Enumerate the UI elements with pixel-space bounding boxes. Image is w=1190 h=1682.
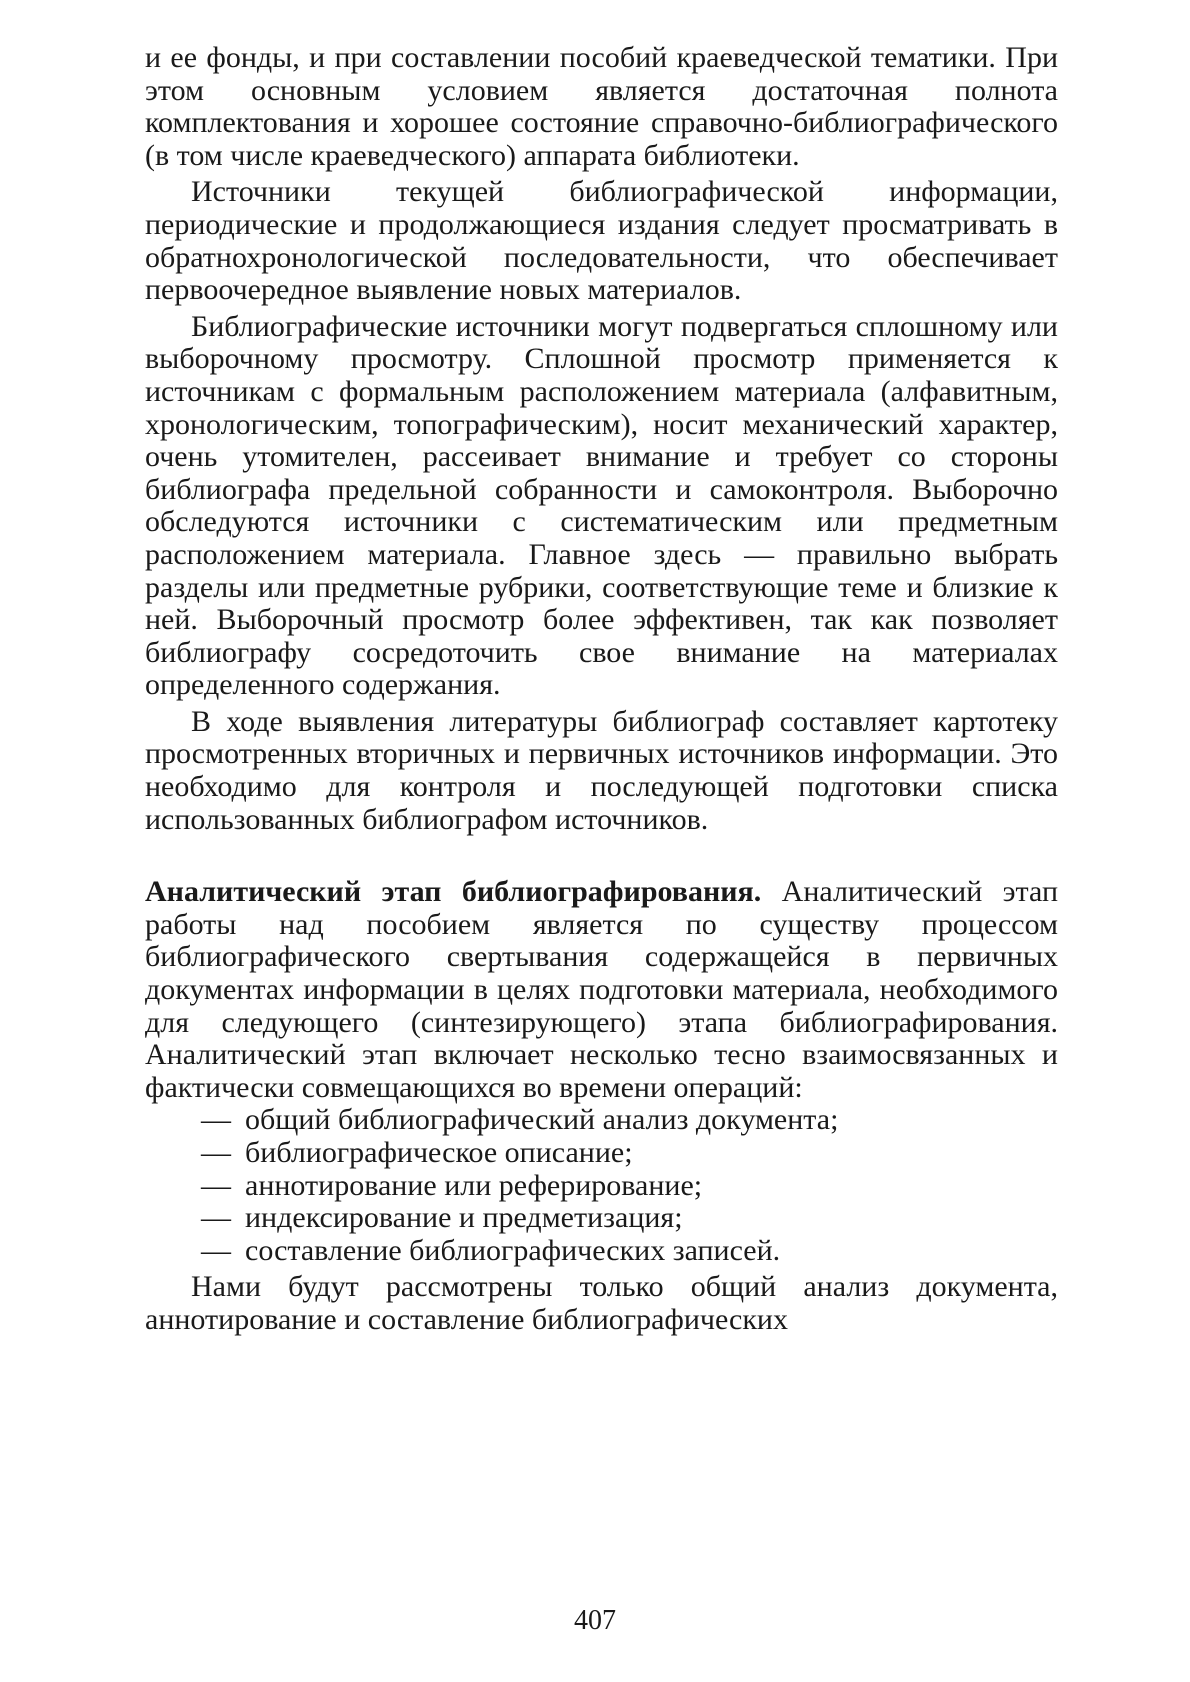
section-analytical-stage [145,876,1058,1336]
list-item-text: библиографическое описание; [245,1136,633,1169]
list-item [145,1104,1058,1137]
paragraph-continuation: и ее фонды, и при составлении пособий краеведческой тематики. При этом основным условием является достаточная полнота комплектования и хорошее состояние справочно-библиографического (в том числе краеведческого) аппарата библиотеки. [145,41,1058,172]
dash-marker: — [201,1168,231,1202]
paragraph-closing: Нами будут рассмотрены только общий анализ документа, аннотирование и составление библиографических [145,1270,1058,1336]
paragraph-viewing-methods: Библиографические источники могут подвергаться сплошному или выборочному просмотру. Сплошной просмотр применяется к источникам с формальным расположением материала (алфавитным, хронологическим, топографическим), носит механический характер, очень утомителен, рассеивает внимание и требует со стороны библиографа предельной собранности и самоконтроля. Выборочно обследуются источники с систематическим или предметным расположением материала. Главное здесь — правильно выбрать разделы или предметные рубрики, соответствующие теме и близкие к ней. Выборочный просмотр более эффективен, так как позволяет библиографу сосредоточить свое внимание на материалах определенного содержания. [145,309,1058,702]
paragraph-card-index: В ходе выявления литературы библиограф составляет картотеку просмотренных вторичных и первичных источников информации. Это необходимо для контроля и последующей подготовки списка использованных библиографом источников. [145,704,1058,836]
dash-marker: — [201,1136,231,1169]
list-item-text: индексирование и предметизация; [245,1201,683,1235]
section-intro-paragraph [145,876,1058,1104]
list-item-text: аннотирование или реферирование; [245,1168,703,1202]
section-intro-text: Аналитический этап работы над пособием является по существу процессом библиографического свертывания содержащейся в первичных документах информации в целях подготовки материала, необходимого для следующего (синтезирующего) этапа библиографирования. Аналитический этап включает несколько тесно взаимосвязанных и фактически совмещающихся во времени операций: [145,875,1058,1104]
dash-marker: — [201,1233,231,1267]
list-item-text: составление библиографических записей. [245,1233,781,1267]
page-text-block [145,42,1058,1337]
dash-marker: — [201,1103,231,1137]
dash-marker: — [201,1201,231,1235]
list-item [145,1202,1058,1235]
operations-list [145,1104,1058,1267]
page-number: 407 [574,1605,616,1636]
list-item-text: общий библиографический анализ документа; [245,1103,839,1137]
paragraph-sources: Источники текущей библиографической информации, периодические и продолжающиеся издания следует просматривать в обратнохронологической последовательности, что обеспечивает первоочередное выявление новых материалов. [145,175,1058,307]
list-item [145,1235,1058,1268]
section-heading: Аналитический этап библиографирования. [145,875,762,909]
list-item [145,1137,1058,1170]
list-item [145,1170,1058,1203]
